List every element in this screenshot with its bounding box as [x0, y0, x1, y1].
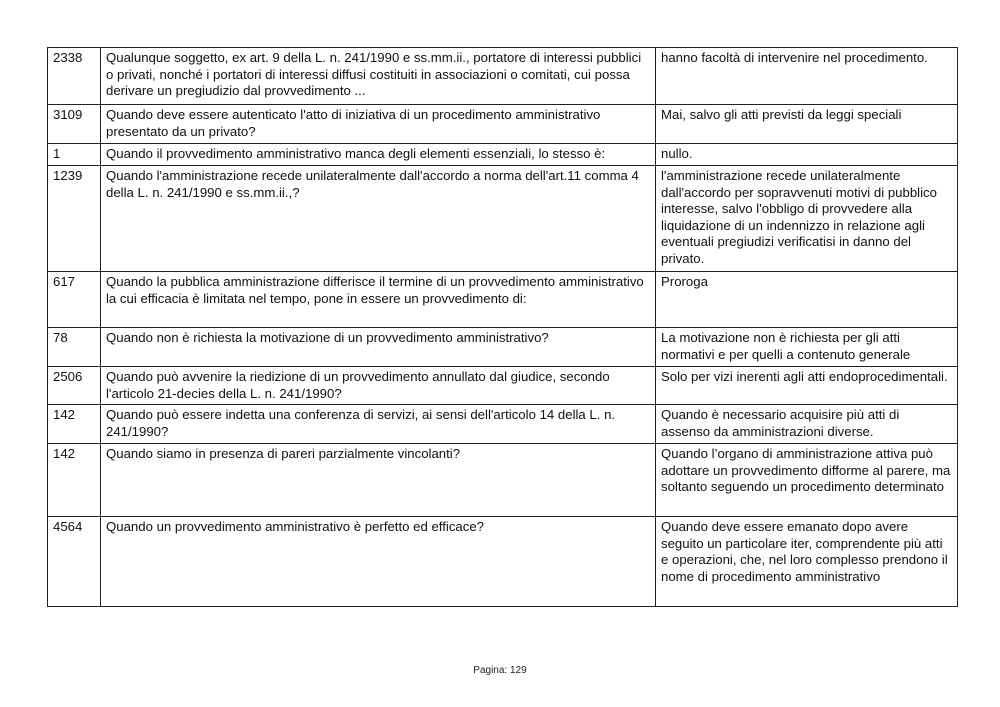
row-id: 78: [48, 328, 101, 367]
table-row: [48, 367, 958, 405]
row-id: 617: [48, 272, 101, 328]
row-answer: l'amministrazione recede unilateralmente dall'accordo per sopravvenuti motivi di pubblico interesse, salvo l'obbligo di provvedere alla liquidazione di un indennizzo in relazione agli eventuali pregiudizi verificatisi in danno del privato.: [656, 166, 958, 272]
row-question: Quando deve essere autenticato l'atto di iniziativa di un procedimento amministrativo presentato da un privato?: [101, 105, 656, 144]
table-row: [48, 144, 958, 166]
row-answer: Quando l’organo di amministrazione attiva può adottare un provvedimento difforme al parere, ma soltanto seguendo un procedimento determinato: [656, 444, 958, 517]
table-row: [48, 444, 958, 517]
table-row: [48, 48, 958, 105]
row-question: Qualunque soggetto, ex art. 9 della L. n. 241/1990 e ss.mm.ii., portatore di interessi pubblici o privati, nonché i portatori di interessi diffusi costituiti in associazioni o comitati, cui possa derivare un pregiudizio dal provvedimento ...: [101, 48, 656, 105]
row-id: 142: [48, 444, 101, 517]
table-row: [48, 517, 958, 607]
row-answer: Mai, salvo gli atti previsti da leggi speciali: [656, 105, 958, 144]
row-answer: Quando è necessario acquisire più atti di assenso da amministrazioni diverse.: [656, 405, 958, 444]
row-question: Quando non è richiesta la motivazione di un provvedimento amministrativo?: [101, 328, 656, 367]
row-answer: Quando deve essere emanato dopo avere seguito un particolare iter, comprendente più atti e operazioni, che, nel loro complesso prendono il nome di procedimento amministrativo: [656, 517, 958, 607]
row-answer: hanno facoltà di intervenire nel procedimento.: [656, 48, 958, 105]
row-id: 2338: [48, 48, 101, 105]
row-question: Quando la pubblica amministrazione differisce il termine di un provvedimento amministrativo la cui efficacia è limitata nel tempo, pone in essere un provvedimento di:: [101, 272, 656, 328]
row-id: 1: [48, 144, 101, 166]
row-id: 3109: [48, 105, 101, 144]
table-row: [48, 105, 958, 144]
table-row: [48, 166, 958, 272]
row-question: Quando può avvenire la riedizione di un provvedimento annullato dal giudice, secondo l'articolo 21-decies della L. n. 241/1990?: [101, 367, 656, 405]
row-question: Quando il provvedimento amministrativo manca degli elementi essenziali, lo stesso è:: [101, 144, 656, 166]
row-answer: La motivazione non è richiesta per gli atti normativi e per quelli a contenuto generale: [656, 328, 958, 367]
row-id: 1239: [48, 166, 101, 272]
page-number: Pagina: 129: [473, 665, 527, 676]
row-question: Quando un provvedimento amministrativo è perfetto ed efficace?: [101, 517, 656, 607]
row-answer: Solo per vizi inerenti agli atti endoprocedimentali.: [656, 367, 958, 405]
table-row: [48, 405, 958, 444]
row-answer: Proroga: [656, 272, 958, 328]
row-id: 2506: [48, 367, 101, 405]
row-answer: nullo.: [656, 144, 958, 166]
qa-table: [47, 47, 958, 607]
row-id: 142: [48, 405, 101, 444]
table-row: [48, 272, 958, 328]
row-question: Quando siamo in presenza di pareri parzialmente vincolanti?: [101, 444, 656, 517]
table-row: [48, 328, 958, 367]
row-question: Quando l'amministrazione recede unilateralmente dall'accordo a norma dell'art.11 comma 4 della L. n. 241/1990 e ss.mm.ii.,?: [101, 166, 656, 272]
row-question: Quando può essere indetta una conferenza di servizi, ai sensi dell'articolo 14 della L. n. 241/1990?: [101, 405, 656, 444]
row-id: 4564: [48, 517, 101, 607]
